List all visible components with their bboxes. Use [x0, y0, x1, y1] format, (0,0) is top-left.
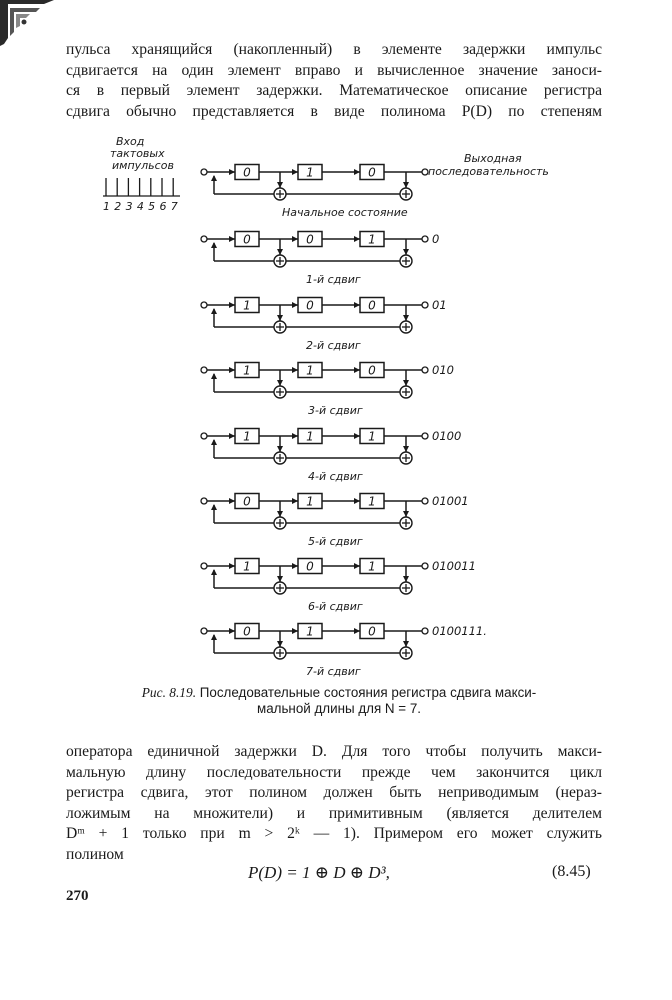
cell-value: 1: [243, 559, 251, 574]
cell-value: 0: [368, 165, 376, 180]
arrowhead: [403, 249, 409, 255]
arrowhead: [354, 236, 360, 242]
output-sequence: 0100111.: [432, 624, 487, 638]
arrowhead: [292, 302, 298, 308]
arrowhead: [211, 634, 217, 640]
register-row: [201, 429, 461, 484]
arrowhead: [292, 367, 298, 373]
input-node: [201, 498, 207, 504]
state-label: 5-й сдвиг: [308, 535, 363, 548]
arrowhead: [354, 498, 360, 504]
arrowhead: [277, 576, 283, 582]
arrowhead: [229, 563, 235, 569]
arrowhead: [211, 504, 217, 510]
cell-value: 1: [306, 494, 314, 509]
arrowhead: [211, 569, 217, 575]
arrowhead: [277, 315, 283, 321]
output-label-line: Выходная: [464, 152, 522, 165]
text-line: Dᵐ + 1 только при m > 2ᵏ — 1). Примером его может служить: [66, 825, 602, 842]
cell-value: 1: [306, 624, 314, 639]
arrowhead: [277, 380, 283, 386]
register-row: [201, 298, 447, 353]
cell-value: 0: [306, 232, 314, 247]
arrowhead: [211, 308, 217, 314]
register-row: [201, 494, 469, 549]
input-label-line: Вход: [116, 135, 145, 148]
register-row: [201, 363, 454, 418]
text-line: мальную длину последовательности прежде чем закончится цикл: [66, 763, 602, 781]
arrowhead: [403, 446, 409, 452]
text-line: сдвигается на один элемент вправо и вычисленное значение заноси-: [66, 61, 602, 79]
arrowhead: [211, 373, 217, 379]
formula: P(D) = 1 ⊕ D ⊕ D³,: [248, 863, 390, 882]
cell-value: 1: [368, 232, 376, 247]
cell-value: 0: [243, 494, 251, 509]
arrowhead: [229, 498, 235, 504]
output-label-line: последовательность: [428, 165, 549, 178]
arrowhead: [229, 236, 235, 242]
output-node: [422, 367, 428, 373]
arrowhead: [211, 439, 217, 445]
arrowhead: [229, 169, 235, 175]
paragraph-bottom: [66, 742, 602, 865]
register-row: [201, 559, 476, 614]
arrowhead: [354, 433, 360, 439]
clock-pulses: [103, 178, 180, 196]
arrowhead: [277, 182, 283, 188]
output-node: [422, 498, 428, 504]
arrowhead: [229, 628, 235, 634]
cell-value: 0: [243, 165, 251, 180]
text-line: оператора единичной задержки D. Для того чтобы получить макси-: [66, 743, 602, 760]
text-line: ложимым на множители) и примитивным (является делителем: [66, 804, 602, 822]
cell-value: 0: [368, 624, 376, 639]
text-line: ся в первый элемент задержки. Математическое описание регистра: [66, 82, 602, 99]
arrowhead: [277, 249, 283, 255]
arrowhead: [403, 576, 409, 582]
text-line: полином: [66, 845, 124, 863]
page-number: 270: [66, 888, 89, 904]
cell-value: 0: [243, 232, 251, 247]
cell-value: 0: [306, 559, 314, 574]
text-line: регистра сдвига, этот полином должен быть неприводимым (нераз-: [66, 784, 602, 801]
state-label: 4-й сдвиг: [308, 470, 363, 483]
input-node: [201, 628, 207, 634]
clock-input-block: [103, 135, 549, 213]
output-node: [422, 628, 428, 634]
input-label-line: тактовых: [110, 147, 165, 160]
state-label: 7-й сдвиг: [306, 665, 361, 678]
input-node: [201, 433, 207, 439]
arrowhead: [403, 641, 409, 647]
arrowhead: [229, 433, 235, 439]
state-label: 2-й сдвиг: [306, 339, 361, 352]
arrowhead: [211, 175, 217, 181]
arrowhead: [403, 511, 409, 517]
text-line: пульса хранящийся (накопленный) в элементе задержки импульс: [66, 41, 602, 58]
arrowhead: [277, 641, 283, 647]
arrowhead: [354, 169, 360, 175]
register-row: [201, 165, 428, 220]
state-label: 3-й сдвиг: [308, 404, 363, 417]
input-node: [201, 169, 207, 175]
arrowhead: [211, 242, 217, 248]
output-node: [422, 236, 428, 242]
caption-line: Последовательные состояния регистра сдвига макси-: [199, 685, 537, 700]
arrowhead: [292, 563, 298, 569]
register-rows: [201, 165, 487, 679]
input-node: [201, 563, 207, 569]
state-label: 6-й сдвиг: [308, 600, 363, 613]
caption-line: мальной длины для N = 7.: [256, 701, 422, 716]
cell-value: 1: [306, 429, 314, 444]
cell-value: 1: [243, 298, 251, 313]
output-sequence: 0100: [432, 429, 462, 443]
text-line: сдвига обычно представляется в виде полинома P(D) по степеням: [66, 102, 602, 120]
output-node: [422, 169, 428, 175]
arrowhead: [403, 315, 409, 321]
output-sequence: 01001: [432, 494, 469, 508]
arrowhead: [354, 302, 360, 308]
arrowhead: [354, 563, 360, 569]
arrowhead: [403, 380, 409, 386]
output-sequence: 0: [432, 232, 440, 246]
output-sequence: 01: [432, 298, 447, 312]
cell-value: 1: [306, 363, 314, 378]
caption-label: Рис. 8.19.: [141, 685, 197, 700]
arrowhead: [354, 628, 360, 634]
register-row: [201, 232, 439, 287]
arrowhead: [229, 302, 235, 308]
cell-value: 1: [368, 494, 376, 509]
arrowhead: [292, 169, 298, 175]
cell-value: 0: [368, 298, 376, 313]
input-node: [201, 302, 207, 308]
arrowhead: [292, 498, 298, 504]
cell-value: 1: [368, 559, 376, 574]
equation-number: (8.45): [552, 863, 591, 880]
output-node: [422, 563, 428, 569]
state-label: 1-й сдвиг: [306, 273, 361, 286]
output-node: [422, 433, 428, 439]
arrowhead: [354, 367, 360, 373]
input-node: [201, 236, 207, 242]
arrowhead: [277, 511, 283, 517]
cell-value: 1: [243, 363, 251, 378]
cell-value: 1: [243, 429, 251, 444]
register-row: [201, 624, 487, 679]
arrowhead: [403, 182, 409, 188]
input-node: [201, 367, 207, 373]
cell-value: 1: [368, 429, 376, 444]
output-node: [422, 302, 428, 308]
output-sequence: 010011: [432, 559, 476, 573]
cell-value: 0: [243, 624, 251, 639]
arrowhead: [277, 446, 283, 452]
cell-value: 0: [368, 363, 376, 378]
figure-caption: [104, 685, 574, 717]
output-sequence: 010: [432, 363, 454, 377]
arrowhead: [292, 628, 298, 634]
arrowhead: [229, 367, 235, 373]
cell-value: 1: [306, 165, 314, 180]
pulse-numbers: 1 2 3 4 5 6 7: [103, 200, 179, 213]
arrowhead: [292, 433, 298, 439]
state-label: Начальное состояние: [282, 206, 408, 219]
input-label-line: импульсов: [112, 159, 174, 172]
cell-value: 0: [306, 298, 314, 313]
arrowhead: [292, 236, 298, 242]
